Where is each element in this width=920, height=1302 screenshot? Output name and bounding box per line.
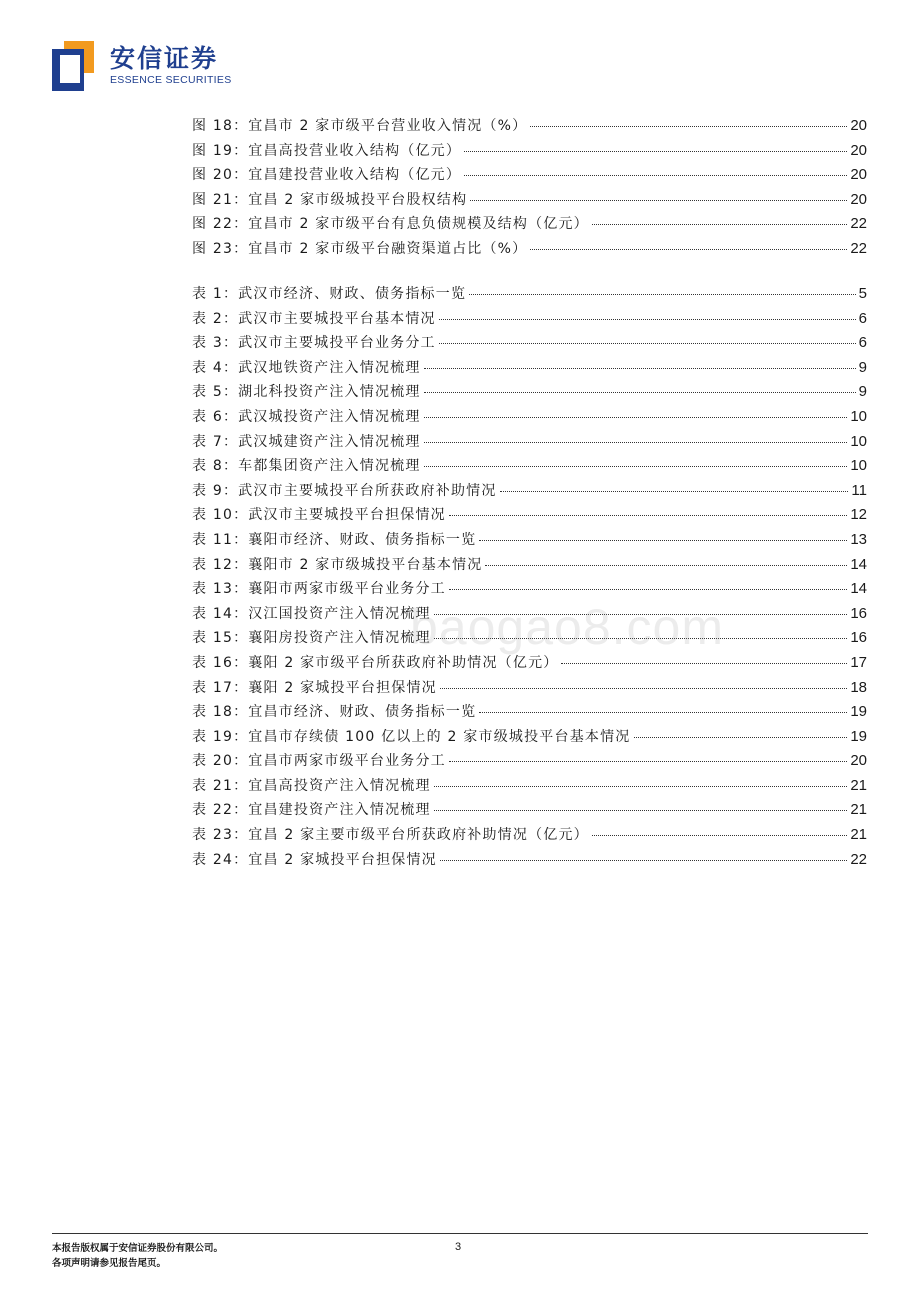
toc-table-entry-label: 表 2：武汉市主要城投平台基本情况 (192, 310, 436, 327)
toc-table-entry[interactable] (192, 356, 867, 381)
toc-table-entry-page: 12 (850, 506, 867, 524)
toc-figure-entry-label: 图 19：宜昌高投营业收入结构（亿元） (192, 142, 462, 159)
table-list (192, 282, 867, 872)
toc-table-entry-label: 表 11：襄阳市经济、财政、债务指标一览 (192, 531, 477, 548)
toc-table-entry[interactable] (192, 331, 867, 356)
toc-table-entry[interactable] (192, 430, 867, 455)
toc-figure-entry-label: 图 22：宜昌市 2 家市级平台有息负债规模及结构（亿元） (192, 216, 589, 233)
toc-table-entry-label: 表 8：车都集团资产注入情况梳理 (192, 458, 421, 475)
toc-figure-entry-page: 20 (850, 141, 867, 159)
dot-leader (530, 249, 847, 250)
dot-leader (479, 712, 847, 713)
dot-leader (469, 294, 855, 295)
toc-table-entry-page: 14 (850, 555, 867, 573)
toc-table-entry-page: 19 (850, 703, 867, 721)
dot-leader (424, 368, 856, 369)
toc-table-entry[interactable] (192, 405, 867, 430)
dot-leader (485, 565, 847, 566)
toc-figure-entry-page: 22 (850, 239, 867, 257)
toc-table-entry[interactable] (192, 676, 867, 701)
dot-leader (449, 589, 847, 590)
toc-table-entry-label: 表 1：武汉市经济、财政、债务指标一览 (192, 286, 467, 302)
toc-figure-entry[interactable] (192, 139, 867, 164)
toc-table-entry[interactable] (192, 454, 867, 479)
toc-table-entry-label: 表 13：襄阳市两家市级平台业务分工 (192, 581, 446, 598)
toc-figure-entry[interactable] (192, 212, 867, 237)
toc-table-entry-label: 表 18：宜昌市经济、财政、债务指标一览 (192, 704, 477, 721)
toc-figure-entry-label: 图 21：宜昌 2 家市级城投平台股权结构 (192, 191, 468, 208)
dot-leader (440, 860, 847, 861)
toc-table-entry-label: 表 3：武汉市主要城投平台业务分工 (192, 335, 436, 352)
dot-leader (434, 786, 848, 787)
dot-leader (500, 491, 849, 492)
toc-table-entry-page: 17 (850, 653, 867, 671)
toc-figure-entry-page: 22 (850, 215, 867, 233)
toc-table-entry-page: 18 (850, 678, 867, 696)
dot-leader (479, 540, 847, 541)
dot-leader (439, 343, 856, 344)
toc-table-entry-label: 表 4：武汉地铁资产注入情况梳理 (192, 359, 421, 376)
dot-leader (592, 835, 847, 836)
toc-table-entry-label: 表 22：宜昌建投资产注入情况梳理 (192, 802, 431, 819)
toc-table-entry-page: 21 (850, 826, 867, 844)
dot-leader (434, 810, 848, 811)
toc-figure-entry[interactable] (192, 163, 867, 188)
toc-table-entry[interactable] (192, 725, 867, 750)
logo-mark-icon (52, 41, 98, 91)
toc-table-entry-page: 19 (850, 727, 867, 745)
toc-table-entry-page: 10 (850, 407, 867, 425)
footer-copyright: 本报告版权属于安信证券股份有限公司。 (52, 1243, 224, 1254)
toc-table-entry[interactable] (192, 700, 867, 725)
company-logo (52, 40, 232, 92)
toc-table-entry-page: 14 (850, 580, 867, 598)
toc-table-entry-label: 表 19：宜昌市存续债 100 亿以上的 2 家市级城投平台基本情况 (192, 728, 631, 745)
toc-table-entry-page: 10 (850, 432, 867, 450)
dot-leader (530, 126, 847, 127)
toc-figure-entry[interactable] (192, 237, 867, 262)
toc-figure-entry-label: 图 18：宜昌市 2 家市级平台营业收入情况（%） (192, 118, 528, 134)
toc-table-entry-page: 20 (850, 752, 867, 770)
toc-table-entry-label: 表 24：宜昌 2 家城投平台担保情况 (192, 851, 437, 868)
toc-figure-entry[interactable] (192, 114, 867, 139)
dot-leader (464, 175, 847, 176)
dot-leader (434, 638, 848, 639)
toc-table-entry-label: 表 14：汉江国投资产注入情况梳理 (192, 605, 431, 622)
figure-list (192, 114, 867, 262)
toc-table-entry-page: 10 (850, 457, 867, 475)
toc-figure-entry-label: 图 20：宜昌建投营业收入结构（亿元） (192, 167, 462, 184)
toc-table-entry-page: 16 (850, 629, 867, 647)
toc-table-entry-label: 表 12：襄阳市 2 家市级城投平台基本情况 (192, 556, 483, 573)
toc-table-entry[interactable] (192, 848, 867, 873)
toc-table-entry-page: 22 (850, 850, 867, 868)
toc-table-entry[interactable] (192, 503, 867, 528)
logo-english-name: ESSENCE SECURITIES (110, 74, 232, 86)
page-number: 3 (455, 1241, 462, 1253)
toc-table-entry[interactable] (192, 553, 867, 578)
toc-table-entry[interactable] (192, 626, 867, 651)
toc-table-entry-page: 6 (858, 334, 867, 352)
toc-table-entry-label: 表 21：宜昌高投资产注入情况梳理 (192, 777, 431, 794)
toc-figure-entry-page: 20 (850, 190, 867, 208)
dot-leader (449, 761, 847, 762)
dot-leader (561, 663, 847, 664)
watermark: baogao8.com (410, 599, 725, 655)
dot-leader (439, 319, 856, 320)
toc-table-entry[interactable] (192, 823, 867, 848)
toc-table-entry-label: 表 9：武汉市主要城投平台所获政府补助情况 (192, 482, 497, 499)
dot-leader (440, 688, 847, 689)
toc-table-entry-page: 21 (850, 776, 867, 794)
dot-leader (424, 466, 848, 467)
toc-table-entry[interactable] (192, 307, 867, 332)
toc-table-entry-label: 表 6：武汉城投资产注入情况梳理 (192, 408, 421, 425)
toc-figure-entry[interactable] (192, 188, 867, 213)
toc-table-entry[interactable] (192, 380, 867, 405)
toc-table-entry[interactable] (192, 749, 867, 774)
footer-divider (52, 1233, 868, 1234)
toc-table-entry-page: 21 (850, 801, 867, 819)
footer-notice: 各项声明请参见报告尾页。 (52, 1258, 167, 1269)
dot-leader (424, 392, 856, 393)
toc-table-entry[interactable] (192, 282, 867, 307)
toc-table-entry-page: 6 (858, 309, 867, 327)
toc-table-entry-label: 表 20：宜昌市两家市级平台业务分工 (192, 753, 446, 770)
toc-table-entry[interactable] (192, 602, 867, 627)
toc-table-entry-label: 表 10：武汉市主要城投平台担保情况 (192, 507, 446, 524)
toc-table-entry-page: 5 (858, 285, 867, 302)
toc-table-entry-label: 表 23：宜昌 2 家主要市级平台所获政府补助情况（亿元） (192, 827, 589, 844)
logo-text (110, 45, 232, 87)
toc-table-entry[interactable] (192, 798, 867, 823)
dot-leader (424, 442, 848, 443)
dot-leader (634, 737, 848, 738)
toc-figure-entry-page: 20 (850, 117, 867, 134)
toc-table-entry-label: 表 15：襄阳房投资产注入情况梳理 (192, 630, 431, 647)
toc-figure-entry-page: 20 (850, 166, 867, 184)
dot-leader (449, 515, 847, 516)
dot-leader (592, 224, 847, 225)
toc-figure-entry-label: 图 23：宜昌市 2 家市级平台融资渠道占比（%） (192, 240, 528, 257)
toc-table-entry-page: 13 (850, 530, 867, 548)
toc-table-entry-page: 9 (858, 383, 867, 401)
toc-table-entry[interactable] (192, 479, 867, 504)
toc-table-entry[interactable] (192, 651, 867, 676)
toc-table-entry-label: 表 16：襄阳 2 家市级平台所获政府补助情况（亿元） (192, 654, 559, 671)
toc-table-entry-label: 表 17：襄阳 2 家城投平台担保情况 (192, 679, 437, 696)
toc-table-entry-label: 表 7：武汉城建资产注入情况梳理 (192, 433, 421, 450)
dot-leader (434, 614, 848, 615)
toc-table-entry[interactable] (192, 774, 867, 799)
toc-table-entry[interactable] (192, 528, 867, 553)
toc-table-entry-label: 表 5：湖北科投资产注入情况梳理 (192, 384, 421, 401)
dot-leader (464, 151, 847, 152)
toc-table-entry-page: 9 (858, 358, 867, 376)
toc-table-entry-page: 11 (851, 481, 867, 499)
footer-disclaimer (52, 1241, 223, 1271)
toc-table-entry[interactable] (192, 577, 867, 602)
dot-leader (424, 417, 848, 418)
dot-leader (470, 200, 847, 201)
logo-chinese-name: 安信证券 (110, 44, 219, 73)
toc-table-entry-page: 16 (850, 604, 867, 622)
